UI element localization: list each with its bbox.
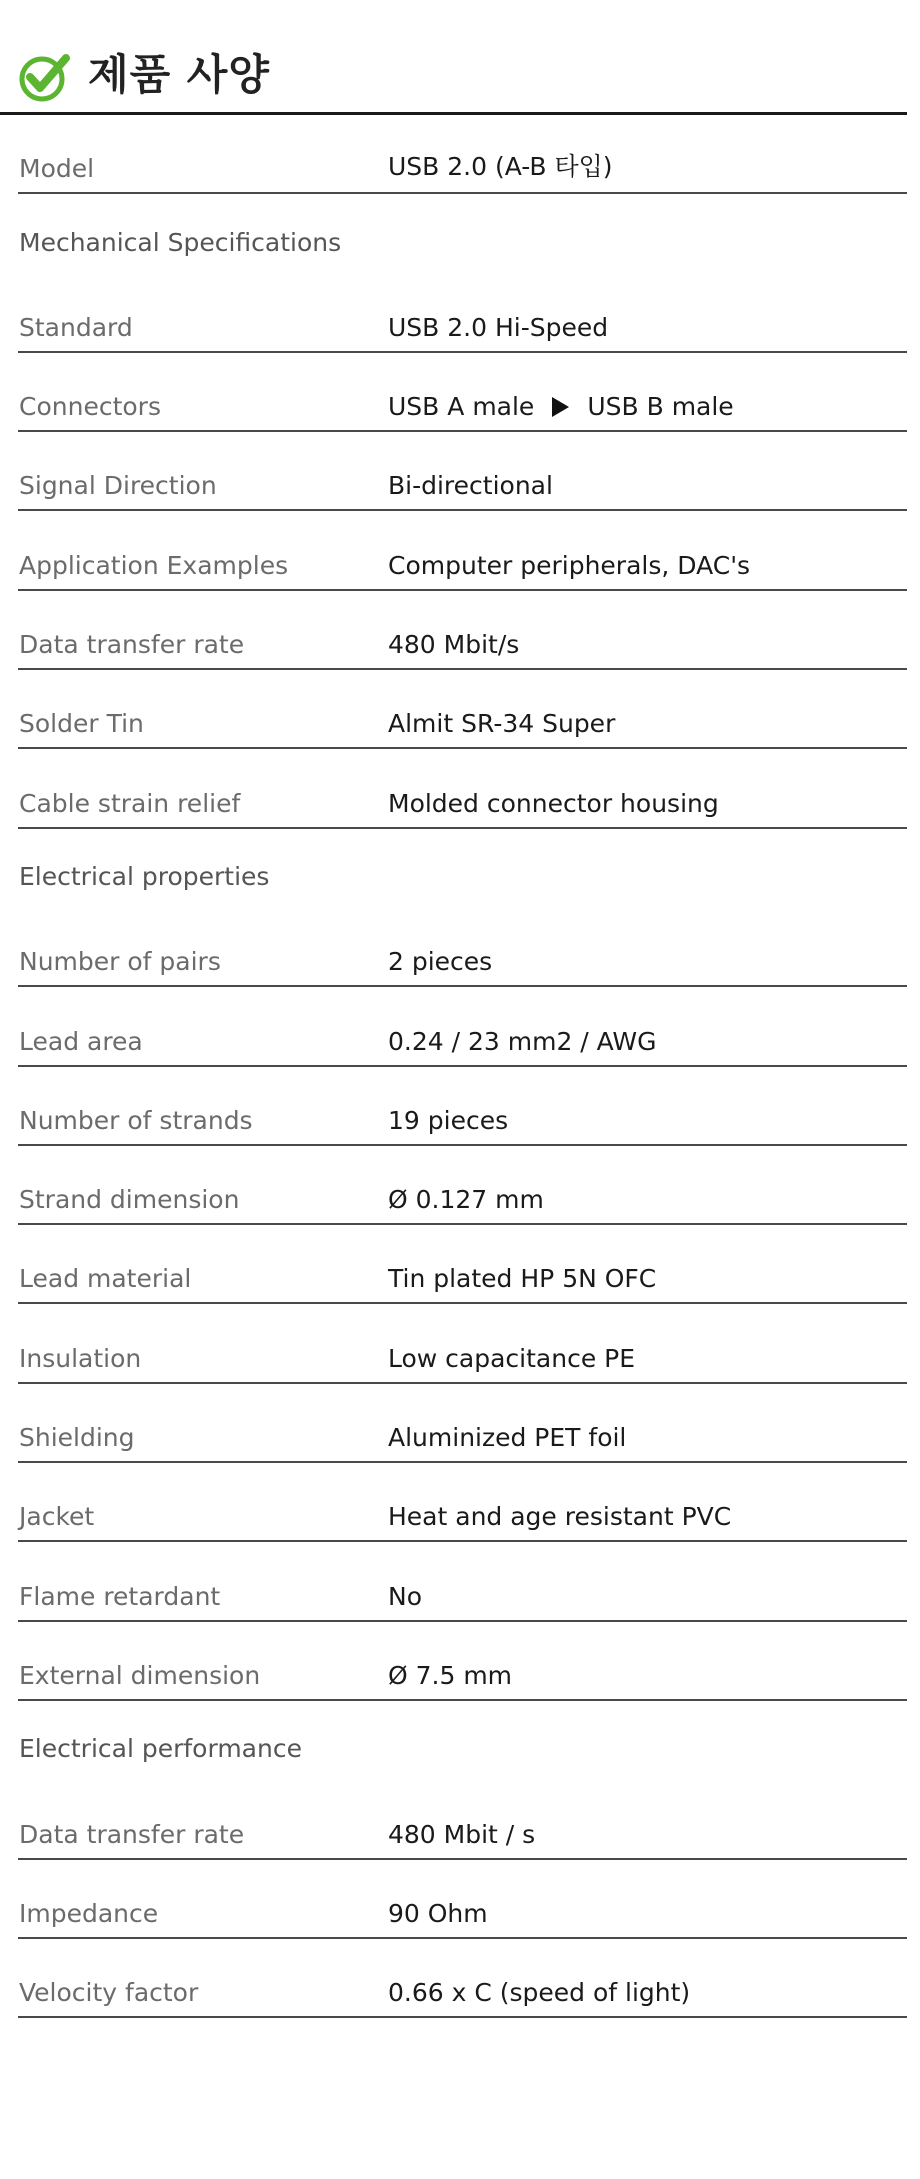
- spec-row: [0, 1622, 920, 1701]
- spec-value: 0.66 x C (speed of light): [388, 1978, 691, 2008]
- spec-row: [0, 591, 920, 670]
- spec-section-header: [0, 194, 920, 273]
- spec-value: Bi-directional: [388, 471, 553, 501]
- spec-section-header: [0, 1701, 920, 1780]
- spec-value: USB 2.0 Hi-Speed: [388, 312, 609, 342]
- spec-label: Data transfer rate: [19, 1819, 245, 1849]
- spec-value: Ø 7.5 mm: [388, 1660, 513, 1690]
- spec-label: Solder Tin: [19, 709, 144, 739]
- page-title: 제품 사양: [88, 50, 270, 99]
- spec-label: Shielding: [19, 1423, 135, 1453]
- check-circle-icon: [18, 50, 72, 104]
- spec-row: [0, 1067, 920, 1146]
- spec-value: USB 2.0 (A-B 타입): [388, 152, 613, 182]
- page-header: [0, 0, 907, 115]
- spec-row: [0, 1225, 920, 1304]
- section-title: Mechanical Specifications: [19, 227, 342, 257]
- spec-value: [388, 392, 734, 421]
- spec-value: Tin plated HP 5N OFC: [388, 1264, 657, 1294]
- spec-label: Jacket: [19, 1502, 95, 1532]
- spec-value: Heat and age resistant PVC: [388, 1502, 732, 1532]
- spec-row: [0, 1780, 920, 1859]
- spec-value: Molded connector housing: [388, 788, 719, 818]
- spec-label: Lead area: [19, 1026, 143, 1056]
- spec-label: Number of strands: [19, 1105, 253, 1135]
- spec-row: [0, 670, 920, 749]
- spec-label: Signal Direction: [19, 471, 217, 501]
- spec-row: [0, 1939, 920, 2018]
- spec-label: Data transfer rate: [19, 630, 245, 660]
- spec-value: Aluminized PET foil: [388, 1423, 627, 1453]
- spec-value: 0.24 / 23 mm2 / AWG: [388, 1026, 657, 1056]
- section-title: Electrical properties: [19, 861, 270, 891]
- spec-row: [0, 432, 920, 511]
- spec-label: Impedance: [19, 1898, 159, 1928]
- spec-value: Ø 0.127 mm: [388, 1185, 544, 1215]
- spec-section-header: [0, 829, 920, 908]
- play-triangle-icon: [552, 397, 569, 417]
- spec-value: Almit SR-34 Super: [388, 709, 616, 739]
- spec-label: Insulation: [19, 1343, 142, 1373]
- spec-row: [0, 1146, 920, 1225]
- spec-label: Application Examples: [19, 550, 289, 580]
- spec-label: Connectors: [19, 392, 161, 422]
- spec-row: [0, 1463, 920, 1542]
- spec-row: [0, 1542, 920, 1621]
- spec-row: [0, 1384, 920, 1463]
- spec-value: 19 pieces: [388, 1105, 509, 1135]
- spec-value: Low capacitance PE: [388, 1343, 636, 1373]
- spec-row: [0, 274, 920, 353]
- spec-label: Number of pairs: [19, 947, 221, 977]
- spec-value: 480 Mbit / s: [388, 1819, 536, 1849]
- spec-label: Model: [19, 154, 95, 184]
- spec-value: Computer peripherals, DAC's: [388, 550, 751, 580]
- spec-label: External dimension: [19, 1660, 261, 1690]
- spec-value: 90 Ohm: [388, 1898, 488, 1928]
- spec-row: [0, 908, 920, 987]
- section-title: Electrical performance: [19, 1734, 302, 1764]
- spec-label: Flame retardant: [19, 1581, 221, 1611]
- spec-row: [0, 1860, 920, 1939]
- connector-to: USB B male: [587, 392, 734, 422]
- spec-row: [0, 511, 920, 590]
- spec-row: [0, 987, 920, 1066]
- spec-value: 2 pieces: [388, 947, 493, 977]
- spec-row: [0, 115, 920, 194]
- spec-table: [0, 115, 920, 2018]
- spec-row: [0, 353, 920, 432]
- spec-label: Lead material: [19, 1264, 192, 1294]
- spec-row: [0, 749, 920, 828]
- spec-value: No: [388, 1581, 422, 1611]
- spec-label: Strand dimension: [19, 1185, 240, 1215]
- spec-label: Velocity factor: [19, 1978, 199, 2008]
- spec-value: 480 Mbit/s: [388, 630, 520, 660]
- spec-label: Standard: [19, 312, 133, 342]
- spec-row: [0, 1304, 920, 1383]
- spec-label: Cable strain relief: [19, 788, 241, 818]
- connector-from: USB A male: [388, 392, 535, 422]
